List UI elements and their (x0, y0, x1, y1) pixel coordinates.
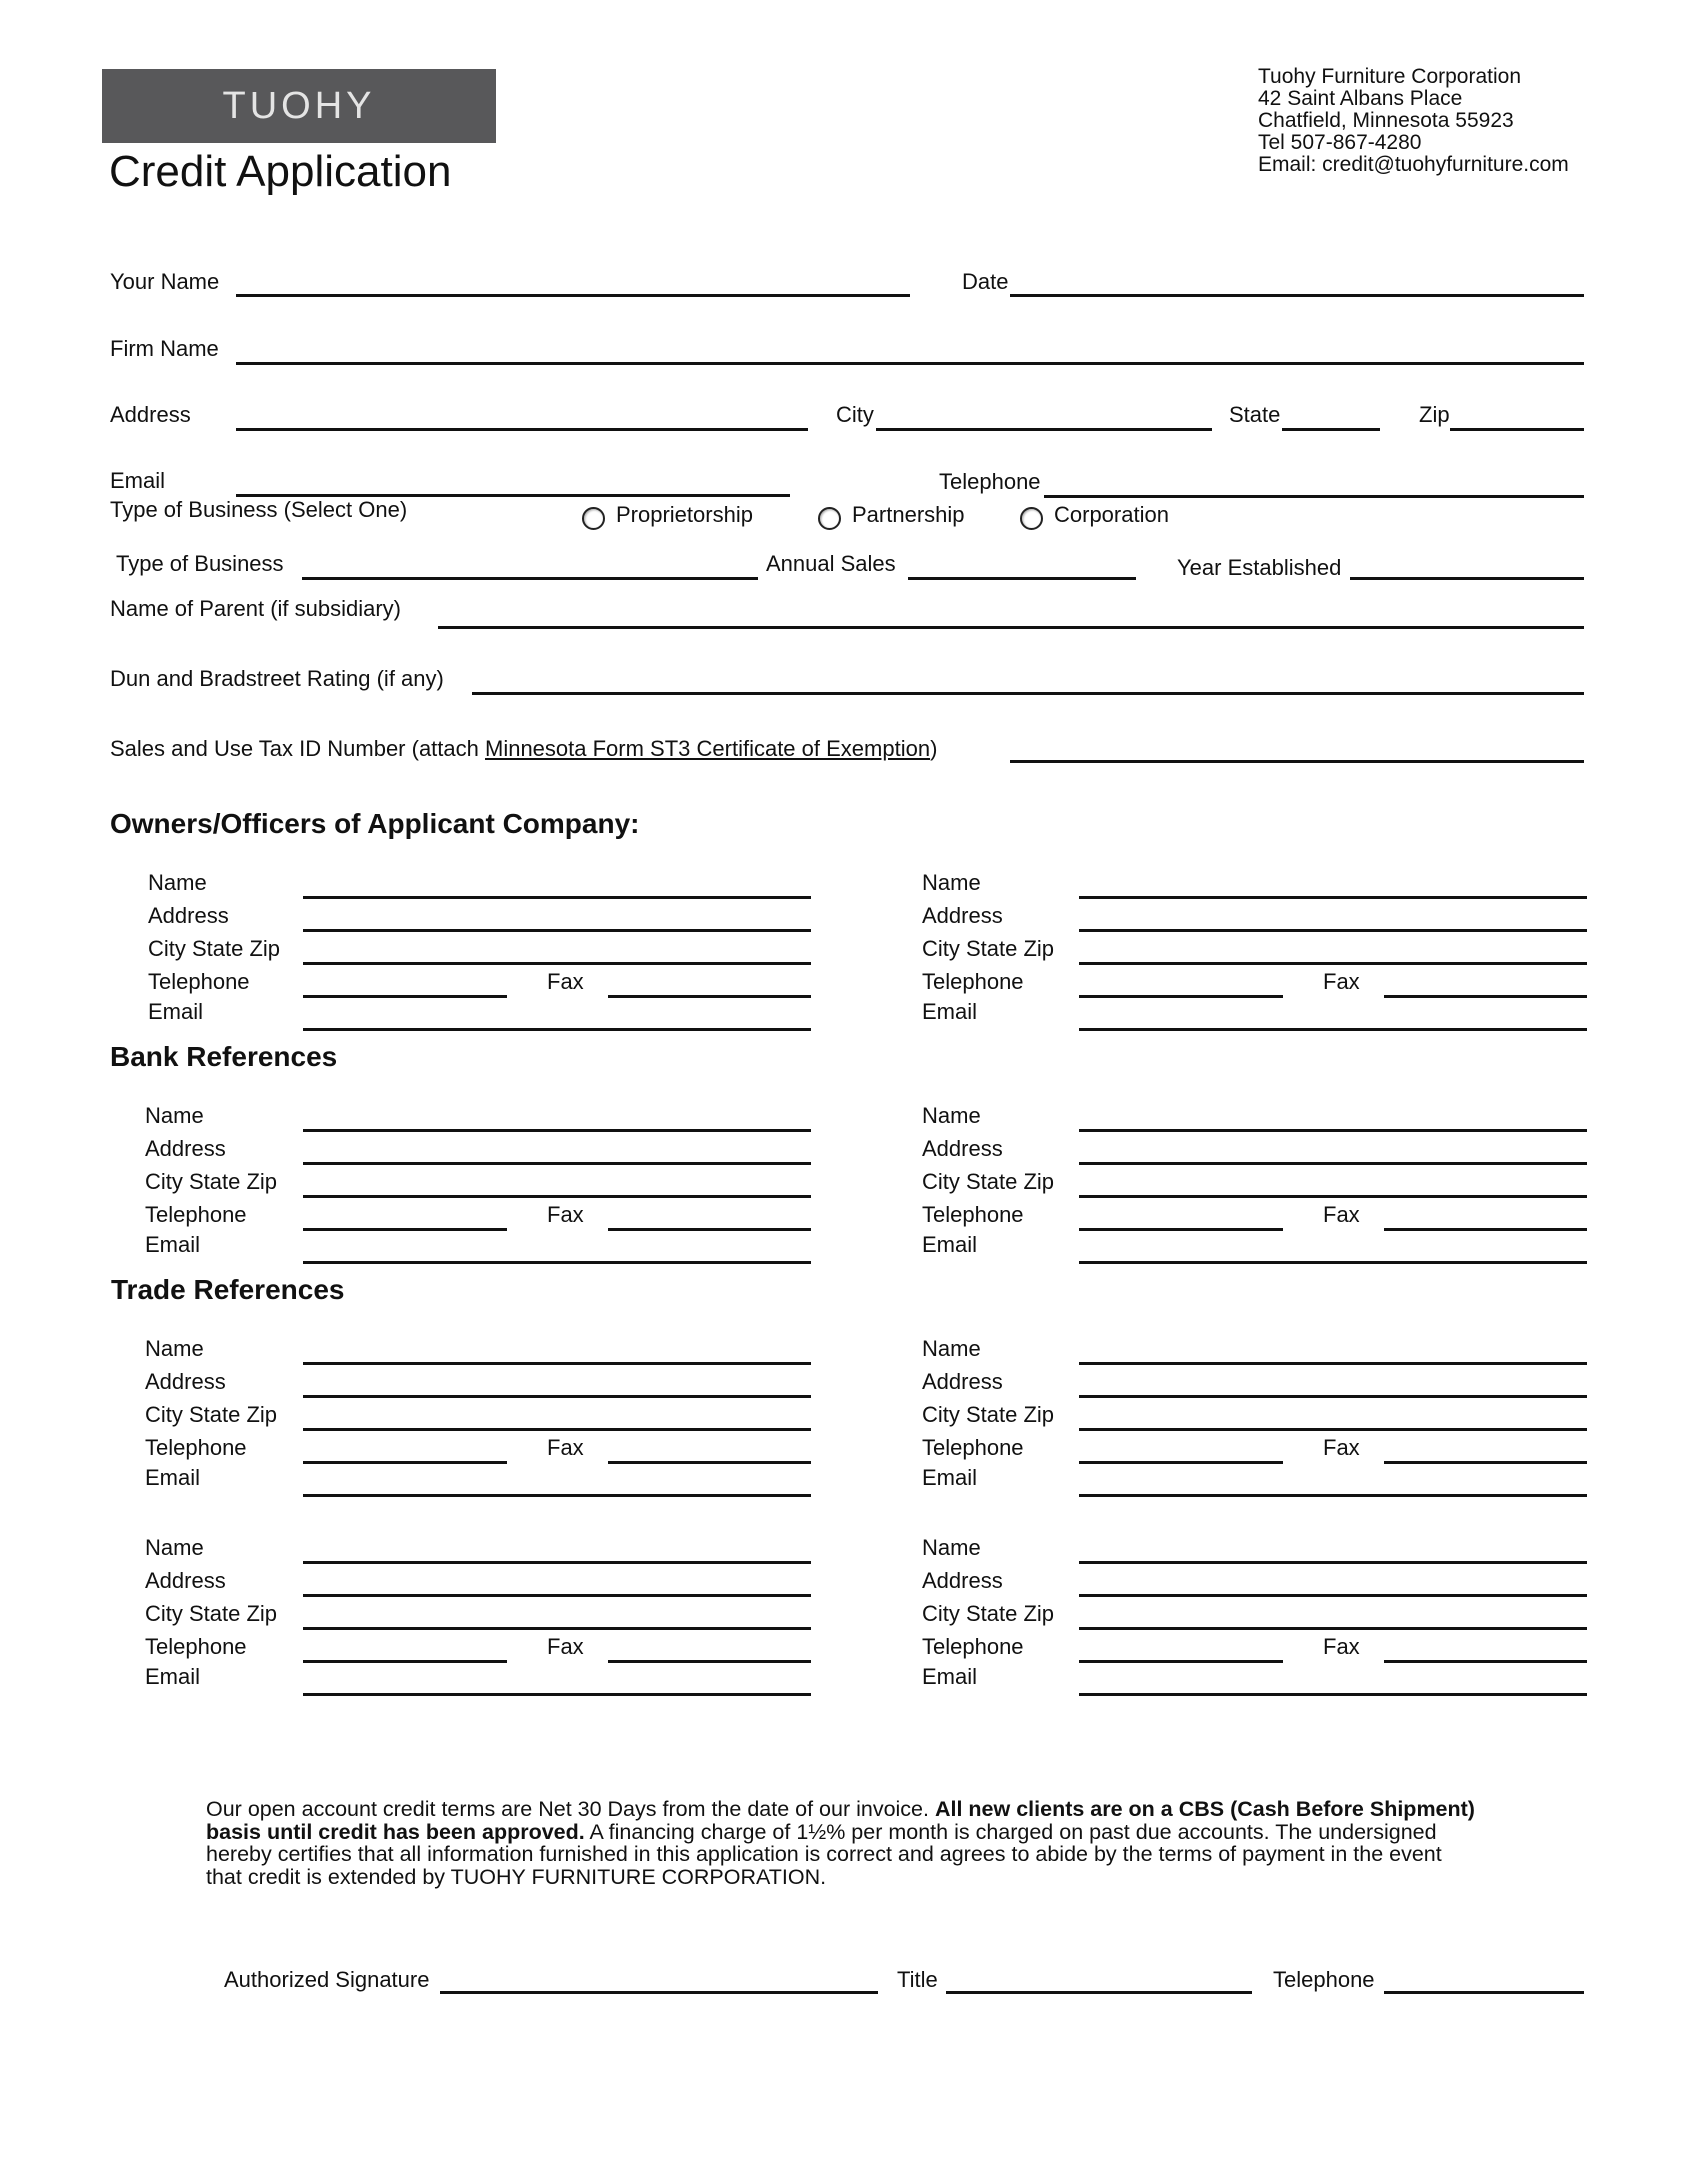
bank-2-telephone-label: Telephone (922, 1202, 1024, 1227)
owner-1-email-label: Email (148, 999, 204, 1024)
trade-2-email-field[interactable] (1079, 1494, 1587, 1497)
trade-2-fax-field[interactable] (1384, 1461, 1587, 1464)
credit-terms (206, 1798, 1606, 1888)
bank-2-name-field[interactable] (1079, 1129, 1587, 1132)
trade-3-name-label: Name (145, 1535, 204, 1560)
owner-2-telephone-label: Telephone (922, 969, 1024, 994)
signature-title-field[interactable] (946, 1991, 1252, 1994)
your-name-field[interactable] (236, 294, 910, 297)
trade-3-city-state-zip-field[interactable] (303, 1627, 811, 1630)
owner-2-name-field[interactable] (1079, 896, 1587, 899)
trade-1-telephone-field[interactable] (303, 1461, 507, 1464)
trade-2-email-label: Email (922, 1465, 978, 1490)
trade-4-city-state-zip-label: City State Zip (922, 1601, 1055, 1626)
email-label: Email (110, 468, 166, 493)
company-email: Email: credit@tuohyfurniture.com (1258, 153, 1569, 176)
trade-3-city-state-zip-label: City State Zip (145, 1601, 278, 1626)
tuohy-logo: TUOHY (102, 69, 496, 143)
owner-1-name-label: Name (148, 870, 207, 895)
owner-2-fax-label: Fax (1323, 969, 1360, 994)
trade-4-telephone-label: Telephone (922, 1634, 1024, 1659)
partnership-radio[interactable] (818, 507, 841, 530)
trade-4-telephone-field[interactable] (1079, 1660, 1283, 1663)
terms-line-4: that credit is extended by TUOHY FURNITURE CORPORATION. (206, 1864, 827, 1889)
owner-1-address-label: Address (148, 903, 229, 928)
trade-1-fax-field[interactable] (608, 1461, 811, 1464)
trade-1-telephone-label: Telephone (145, 1435, 247, 1460)
state-label: State (1229, 402, 1281, 427)
bank-2-city-state-zip-label: City State Zip (922, 1169, 1055, 1194)
bank-2-address-label: Address (922, 1136, 1003, 1161)
trade-1-address-field[interactable] (303, 1395, 811, 1398)
bank-2-city-state-zip-field[interactable] (1079, 1195, 1587, 1198)
company-address-line1: 42 Saint Albans Place (1258, 87, 1463, 110)
trade-2-city-state-zip-label: City State Zip (922, 1402, 1055, 1427)
authorized-signature-label: Authorized Signature (224, 1967, 430, 1992)
city-label: City (836, 402, 874, 427)
trade-3-name-field[interactable] (303, 1561, 811, 1564)
owner-2-fax-field[interactable] (1384, 995, 1587, 998)
year-established-field[interactable] (1350, 577, 1584, 580)
owner-1-telephone-field[interactable] (303, 995, 507, 998)
bank-2-email-field[interactable] (1079, 1261, 1587, 1264)
bank-1-address-label: Address (145, 1136, 226, 1161)
bank-1-name-field[interactable] (303, 1129, 811, 1132)
year-established-label: Year Established (1177, 555, 1342, 580)
trade-3-email-label: Email (145, 1664, 201, 1689)
signature-title-label: Title (897, 1967, 938, 1992)
proprietorship-label: Proprietorship (616, 502, 753, 527)
trade-4-name-label: Name (922, 1535, 981, 1560)
bank-1-address-field[interactable] (303, 1162, 811, 1165)
terms-line-2-text: A financing charge of 1½% per month is charged on past due accounts. The undersigned (584, 1819, 1437, 1844)
terms-line-2 (206, 1821, 1606, 1844)
company-address-block (1258, 66, 1569, 176)
type-of-business-label: Type of Business (116, 551, 284, 576)
bank-2-address-field[interactable] (1079, 1162, 1587, 1165)
bank-references-heading: Bank References (110, 1041, 338, 1072)
parent-name-field[interactable] (438, 626, 1584, 629)
trade-3-address-label: Address (145, 1568, 226, 1593)
annual-sales-label: Annual Sales (766, 551, 896, 576)
owner-2-name-label: Name (922, 870, 981, 895)
trade-3-email-field[interactable] (303, 1693, 811, 1696)
trade-4-name-field[interactable] (1079, 1561, 1587, 1564)
bank-1-email-label: Email (145, 1232, 201, 1257)
corporation-radio[interactable] (1020, 507, 1043, 530)
bank-2-telephone-field[interactable] (1079, 1228, 1283, 1231)
trade-4-email-field[interactable] (1079, 1693, 1587, 1696)
trade-4-city-state-zip-field[interactable] (1079, 1627, 1587, 1630)
address-field[interactable] (236, 428, 808, 431)
bank-2-fax-label: Fax (1323, 1202, 1360, 1227)
terms-line-1 (206, 1798, 1606, 1821)
trade-4-fax-label: Fax (1323, 1634, 1360, 1659)
terms-line-2-bold: basis until credit has been approved. (206, 1819, 585, 1844)
tax-id-label-prefix: Sales and Use Tax ID Number (attach (110, 736, 485, 761)
business-type-select-label: Type of Business (Select One) (110, 497, 408, 522)
trade-1-email-field[interactable] (303, 1494, 811, 1497)
trade-1-name-label: Name (145, 1336, 204, 1361)
trade-2-address-field[interactable] (1079, 1395, 1587, 1398)
owner-2-email-label: Email (922, 999, 978, 1024)
state-field[interactable] (1282, 428, 1380, 431)
company-name: Tuohy Furniture Corporation (1258, 65, 1522, 88)
trade-1-name-field[interactable] (303, 1362, 811, 1365)
terms-line-1-text: Our open account credit terms are Net 30 Days from the date of our invoice. (206, 1797, 935, 1821)
trade-1-city-state-zip-label: City State Zip (145, 1402, 278, 1427)
bank-2-email-label: Email (922, 1232, 978, 1257)
telephone-field[interactable] (1044, 495, 1584, 498)
trade-3-address-field[interactable] (303, 1594, 811, 1597)
owner-1-fax-field[interactable] (608, 995, 811, 998)
type-of-business-field[interactable] (302, 577, 758, 580)
date-field[interactable] (1010, 294, 1584, 297)
bank-1-fax-field[interactable] (608, 1228, 811, 1231)
zip-field[interactable] (1450, 428, 1584, 431)
owner-1-fax-label: Fax (547, 969, 584, 994)
trade-3-fax-field[interactable] (608, 1660, 811, 1663)
date-label: Date (962, 269, 1009, 294)
your-name-label: Your Name (110, 269, 220, 294)
trade-2-name-label: Name (922, 1336, 981, 1361)
trade-2-fax-label: Fax (1323, 1435, 1360, 1460)
owner-1-address-field[interactable] (303, 929, 811, 932)
terms-line-1-bold: All new clients are on a CBS (Cash Before Shipment) (934, 1797, 1475, 1821)
owner-2-email-field[interactable] (1079, 1028, 1587, 1031)
trade-references-heading: Trade References (111, 1274, 345, 1305)
trade-4-email-label: Email (922, 1664, 978, 1689)
trade-2-telephone-label: Telephone (922, 1435, 1024, 1460)
dun-bradstreet-field[interactable] (472, 692, 1584, 695)
owner-1-city-state-zip-field[interactable] (303, 962, 811, 965)
telephone-label: Telephone (939, 469, 1041, 494)
company-address-line2: Chatfield, Minnesota 55923 (1258, 109, 1514, 132)
bank-1-email-field[interactable] (303, 1261, 811, 1264)
owner-1-city-state-zip-label: City State Zip (148, 936, 281, 961)
firm-name-field[interactable] (236, 362, 1584, 365)
company-telephone: Tel 507-867-4280 (1258, 131, 1422, 154)
trade-3-telephone-label: Telephone (145, 1634, 247, 1659)
trade-2-telephone-field[interactable] (1079, 1461, 1283, 1464)
owner-2-telephone-field[interactable] (1079, 995, 1283, 998)
owner-1-email-field[interactable] (303, 1028, 811, 1031)
parent-name-label: Name of Parent (if subsidiary) (110, 596, 401, 621)
trade-1-email-label: Email (145, 1465, 201, 1490)
trade-2-name-field[interactable] (1079, 1362, 1587, 1365)
signature-telephone-label: Telephone (1273, 1967, 1375, 1992)
bank-2-fax-field[interactable] (1384, 1228, 1587, 1231)
city-field[interactable] (876, 428, 1212, 431)
owner-1-telephone-label: Telephone (148, 969, 250, 994)
tax-id-label-suffix: ) (930, 736, 938, 761)
tax-id-label (110, 736, 937, 762)
trade-4-address-label: Address (922, 1568, 1003, 1593)
bank-1-telephone-label: Telephone (145, 1202, 247, 1227)
owner-1-name-field[interactable] (303, 896, 811, 899)
bank-1-name-label: Name (145, 1103, 204, 1128)
trade-1-address-label: Address (145, 1369, 226, 1394)
tax-id-field[interactable] (1010, 760, 1584, 763)
owner-2-address-label: Address (922, 903, 1003, 928)
address-label: Address (110, 402, 191, 427)
trade-3-telephone-field[interactable] (303, 1660, 507, 1663)
partnership-label: Partnership (852, 502, 965, 527)
owner-2-address-field[interactable] (1079, 929, 1587, 932)
owners-officers-heading: Owners/Officers of Applicant Company: (110, 808, 640, 839)
trade-1-fax-label: Fax (547, 1435, 584, 1460)
annual-sales-field[interactable] (908, 577, 1136, 580)
firm-name-label: Firm Name (110, 336, 219, 361)
terms-line-3: hereby certifies that all information furnished in this application is correct and agrees to abide by the terms of payment in the event (206, 1842, 1442, 1866)
authorized-signature-field[interactable] (440, 1991, 878, 1994)
dun-bradstreet-label: Dun and Bradstreet Rating (if any) (110, 666, 444, 691)
bank-1-city-state-zip-label: City State Zip (145, 1169, 278, 1194)
signature-telephone-field[interactable] (1384, 1991, 1584, 1994)
owner-2-city-state-zip-field[interactable] (1079, 962, 1587, 965)
trade-4-fax-field[interactable] (1384, 1660, 1587, 1663)
zip-label: Zip (1419, 402, 1450, 427)
page-title: Credit Application (109, 147, 452, 196)
trade-2-address-label: Address (922, 1369, 1003, 1394)
trade-2-city-state-zip-field[interactable] (1079, 1428, 1587, 1431)
proprietorship-radio[interactable] (582, 507, 605, 530)
trade-3-fax-label: Fax (547, 1634, 584, 1659)
owner-2-city-state-zip-label: City State Zip (922, 936, 1055, 961)
bank-1-fax-label: Fax (547, 1202, 584, 1227)
st3-certificate-link[interactable]: Minnesota Form ST3 Certificate of Exemption (485, 736, 931, 761)
trade-4-address-field[interactable] (1079, 1594, 1587, 1597)
bank-2-name-label: Name (922, 1103, 981, 1128)
bank-1-city-state-zip-field[interactable] (303, 1195, 811, 1198)
bank-1-telephone-field[interactable] (303, 1228, 507, 1231)
trade-1-city-state-zip-field[interactable] (303, 1428, 811, 1431)
corporation-label: Corporation (1054, 502, 1169, 527)
